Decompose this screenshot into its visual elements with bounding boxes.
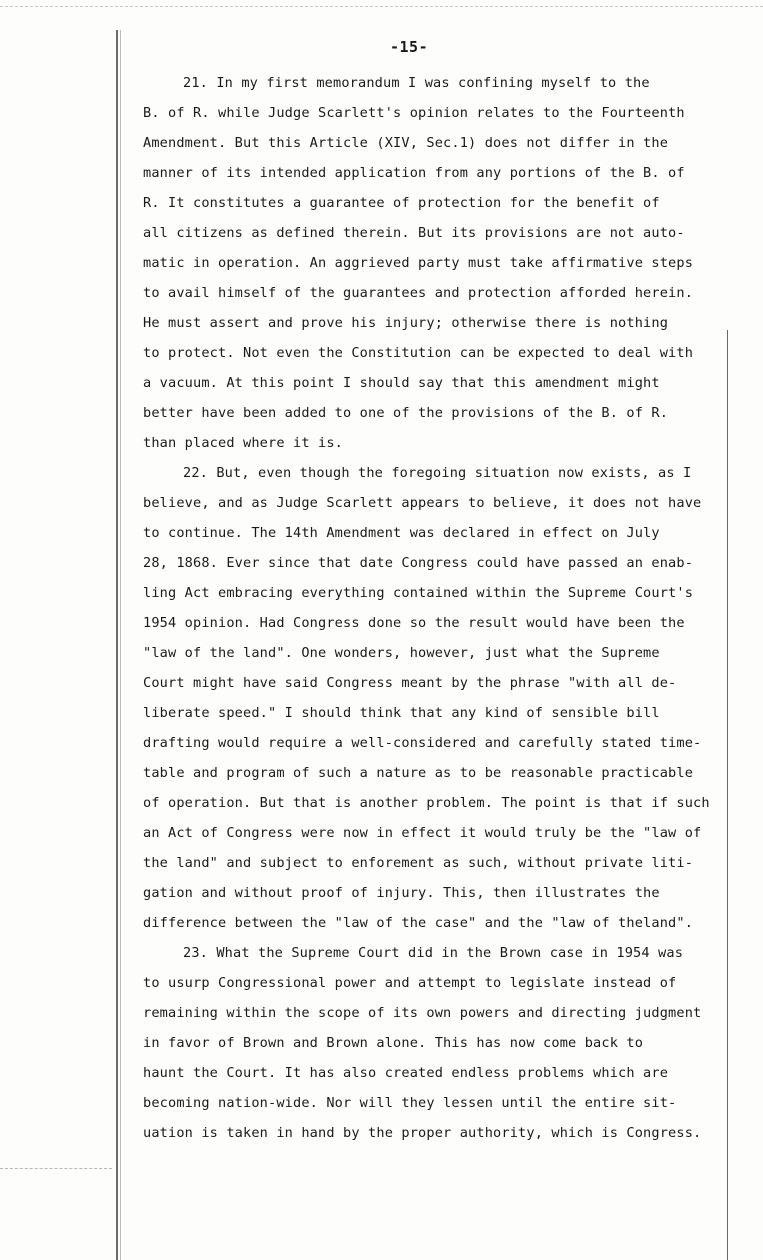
page-number: -15- xyxy=(390,38,429,56)
scan-bottom-dash xyxy=(0,1168,112,1170)
text-line: 22. But, even though the foregoing situation now exists, as I xyxy=(183,465,692,481)
text-line: haunt the Court. It has also created endless problems which are xyxy=(143,1065,669,1081)
text-line: matic in operation. An aggrieved party must take affirmative steps xyxy=(143,255,694,271)
text-line: R. It constitutes a guarantee of protection for the benefit of xyxy=(143,195,660,211)
text-line: of operation. But that is another problem. The point is that if such xyxy=(143,795,710,811)
text-line: to protect. Not even the Constitution can be expected to deal with xyxy=(143,345,694,361)
text-line: ling Act embracing everything contained within the Supreme Court's xyxy=(143,585,694,601)
text-line: the land" and subject to enforement as such, without private liti- xyxy=(143,855,694,871)
text-line: Court might have said Congress meant by the phrase "with all de- xyxy=(143,675,677,691)
text-line: He must assert and prove his injury; otherwise there is nothing xyxy=(143,315,669,331)
text-line: uation is taken in hand by the proper authority, which is Congress. xyxy=(143,1125,702,1141)
text-line: Amendment. But this Article (XIV, Sec.1) does not differ in the xyxy=(143,135,669,151)
text-line: than placed where it is. xyxy=(143,435,344,451)
text-line: gation and without proof of injury. This, then illustrates the xyxy=(143,885,660,901)
text-line: becoming nation-wide. Nor will they lessen until the entire sit- xyxy=(143,1095,677,1111)
text-line: drafting would require a well-considered and carefully stated time- xyxy=(143,735,702,751)
text-line: 1954 opinion. Had Congress done so the result would have been the xyxy=(143,615,685,631)
text-line: 28, 1868. Ever since that date Congress could have passed an enab- xyxy=(143,555,694,571)
text-line: remaining within the scope of its own powers and directing judgment xyxy=(143,1005,702,1021)
text-line: liberate speed." I should think that any kind of sensible bill xyxy=(143,705,660,721)
left-margin-rule xyxy=(116,30,118,1260)
text-line: difference between the "law of the case" and the "law of theland". xyxy=(143,915,694,931)
text-line: table and program of such a nature as to be reasonable practicable xyxy=(143,765,694,781)
text-line: an Act of Congress were now in effect it would truly be the "law of xyxy=(143,825,702,841)
text-line: to usurp Congressional power and attempt to legislate instead of xyxy=(143,975,677,991)
left-margin-rule-secondary xyxy=(120,30,121,1260)
text-line: 21. In my first memorandum I was confining myself to the xyxy=(183,75,650,91)
text-line: all citizens as defined therein. But its provisions are not auto- xyxy=(143,225,685,241)
text-line: B. of R. while Judge Scarlett's opinion relates to the Fourteenth xyxy=(143,105,685,121)
text-line: manner of its intended application from any portions of the B. of xyxy=(143,165,685,181)
text-line: better have been added to one of the provisions of the B. of R. xyxy=(143,405,669,421)
text-line: 23. What the Supreme Court did in the Brown case in 1954 was xyxy=(183,945,684,961)
text-line: in favor of Brown and Brown alone. This has now come back to xyxy=(143,1035,644,1051)
text-line: believe, and as Judge Scarlett appears to believe, it does not have xyxy=(143,495,702,511)
memorandum-body xyxy=(143,68,755,1148)
text-line: a vacuum. At this point I should say that this amendment might xyxy=(143,375,660,391)
text-line: to continue. The 14th Amendment was declared in effect on July xyxy=(143,525,660,541)
text-line: "law of the land". One wonders, however, just what the Supreme xyxy=(143,645,660,661)
text-line: to avail himself of the guarantees and protection afforded herein. xyxy=(143,285,694,301)
scan-top-edge xyxy=(0,0,763,7)
